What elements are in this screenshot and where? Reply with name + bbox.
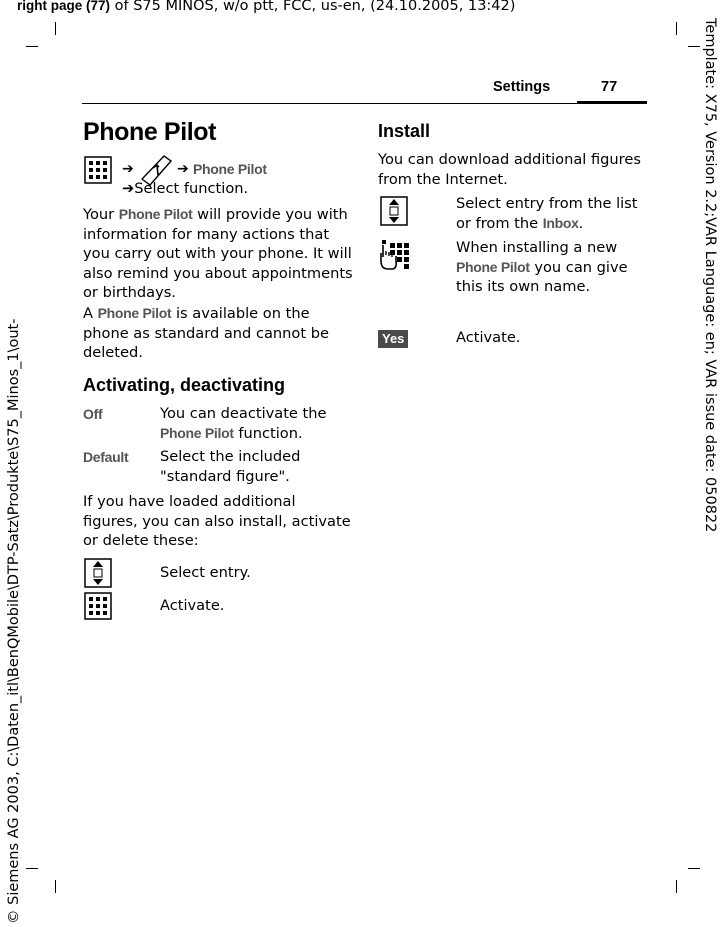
step-text: Select entry from the list or from the	[456, 195, 638, 232]
phone-pilot-term: Phone Pilot	[456, 258, 530, 275]
definition-text: Select the included "standard figure".	[160, 448, 301, 485]
install-step-1	[456, 194, 646, 233]
yes-softkey-label: Yes	[378, 330, 408, 348]
template-info-vertical	[702, 18, 718, 532]
install-intro-text: You can download additional figures from the Internet.	[378, 151, 641, 188]
crop-mark	[688, 46, 700, 47]
step-text: you can give this its own name.	[456, 258, 628, 295]
nav-arrow: ➔	[122, 161, 134, 177]
definition-text: function.	[233, 424, 303, 442]
print-header-page: right page (77)	[17, 0, 111, 13]
keypad-input-icon	[378, 239, 412, 273]
crop-mark	[676, 22, 677, 35]
running-head-rule	[82, 103, 647, 104]
step-text: Activate.	[160, 597, 225, 614]
copyright-vertical	[6, 319, 22, 924]
definition-text-off	[160, 404, 355, 443]
definition-term-off: Off	[83, 406, 103, 422]
template-info-text: Template: X75, Version 2.2;VAR Language: en; VAR issue date: 050822	[702, 18, 718, 533]
phone-pilot-term: Phone Pilot	[160, 424, 234, 441]
running-head-section: Settings	[493, 79, 551, 95]
menu-key-icon	[84, 592, 112, 620]
page-title: Phone Pilot	[83, 118, 217, 146]
definition-term-default: Default	[83, 449, 129, 465]
intro-text: will provide you with information for many actions that you carry out with your phone. It will also remind you about appointments or birthdays.	[83, 206, 353, 301]
step-text: Activate.	[456, 329, 521, 346]
navigation-key-icon	[84, 558, 112, 588]
crop-mark	[55, 22, 56, 35]
subheading-activating: Activating, deactivating	[83, 375, 286, 395]
inbox-term: Inbox	[542, 214, 579, 231]
running-head-rule-thick	[577, 101, 647, 104]
navigation-key-icon	[380, 196, 408, 226]
loaded-figures-text: If you have loaded additional figures, you can also install, activate or delete these:	[83, 493, 351, 549]
intro-text: Your	[83, 206, 119, 223]
install-step-3	[456, 328, 520, 348]
install-step-2	[456, 238, 646, 297]
crop-mark	[26, 868, 38, 869]
phone-pilot-term: Phone Pilot	[118, 206, 193, 222]
intro-paragraph-2	[83, 304, 353, 363]
install-intro	[378, 150, 648, 189]
print-header	[17, 0, 515, 14]
print-header-info: of S75 MINOS, w/o ptt, FCC, us-en, (24.10.2005, 13:42)	[110, 0, 516, 14]
intro-text: is available on the phone as standard and cannot be deleted.	[83, 305, 329, 361]
nav-arrow: ➔	[177, 161, 189, 177]
crop-mark	[55, 880, 56, 893]
step-text: .	[578, 214, 584, 232]
install-heading: Install	[378, 121, 431, 141]
definition-text: You can deactivate the	[160, 405, 327, 422]
crop-mark	[688, 868, 700, 869]
crop-mark	[26, 46, 38, 47]
definition-text-default	[160, 447, 340, 486]
phone-pilot-term: Phone Pilot	[97, 305, 172, 321]
step-text: When installing a new	[456, 239, 618, 256]
nav-menu-item: Phone Pilot	[193, 161, 267, 177]
intro-paragraph-1	[83, 205, 353, 303]
menu-key-icon	[84, 156, 112, 184]
nav-instruction: ➔Select function.	[122, 180, 249, 197]
copyright-text: © Siemens AG 2003, C:\Daten_itl\BenQMobile\DTP-Satz\Produkte\S75_Minos_1\out-	[6, 318, 22, 924]
intro-text: A	[83, 305, 98, 322]
step-text: Select entry.	[160, 564, 251, 581]
loaded-figures-paragraph	[83, 492, 353, 551]
crop-mark	[676, 880, 677, 893]
yes-softkey	[378, 328, 408, 348]
running-head-page-number: 77	[601, 79, 618, 95]
